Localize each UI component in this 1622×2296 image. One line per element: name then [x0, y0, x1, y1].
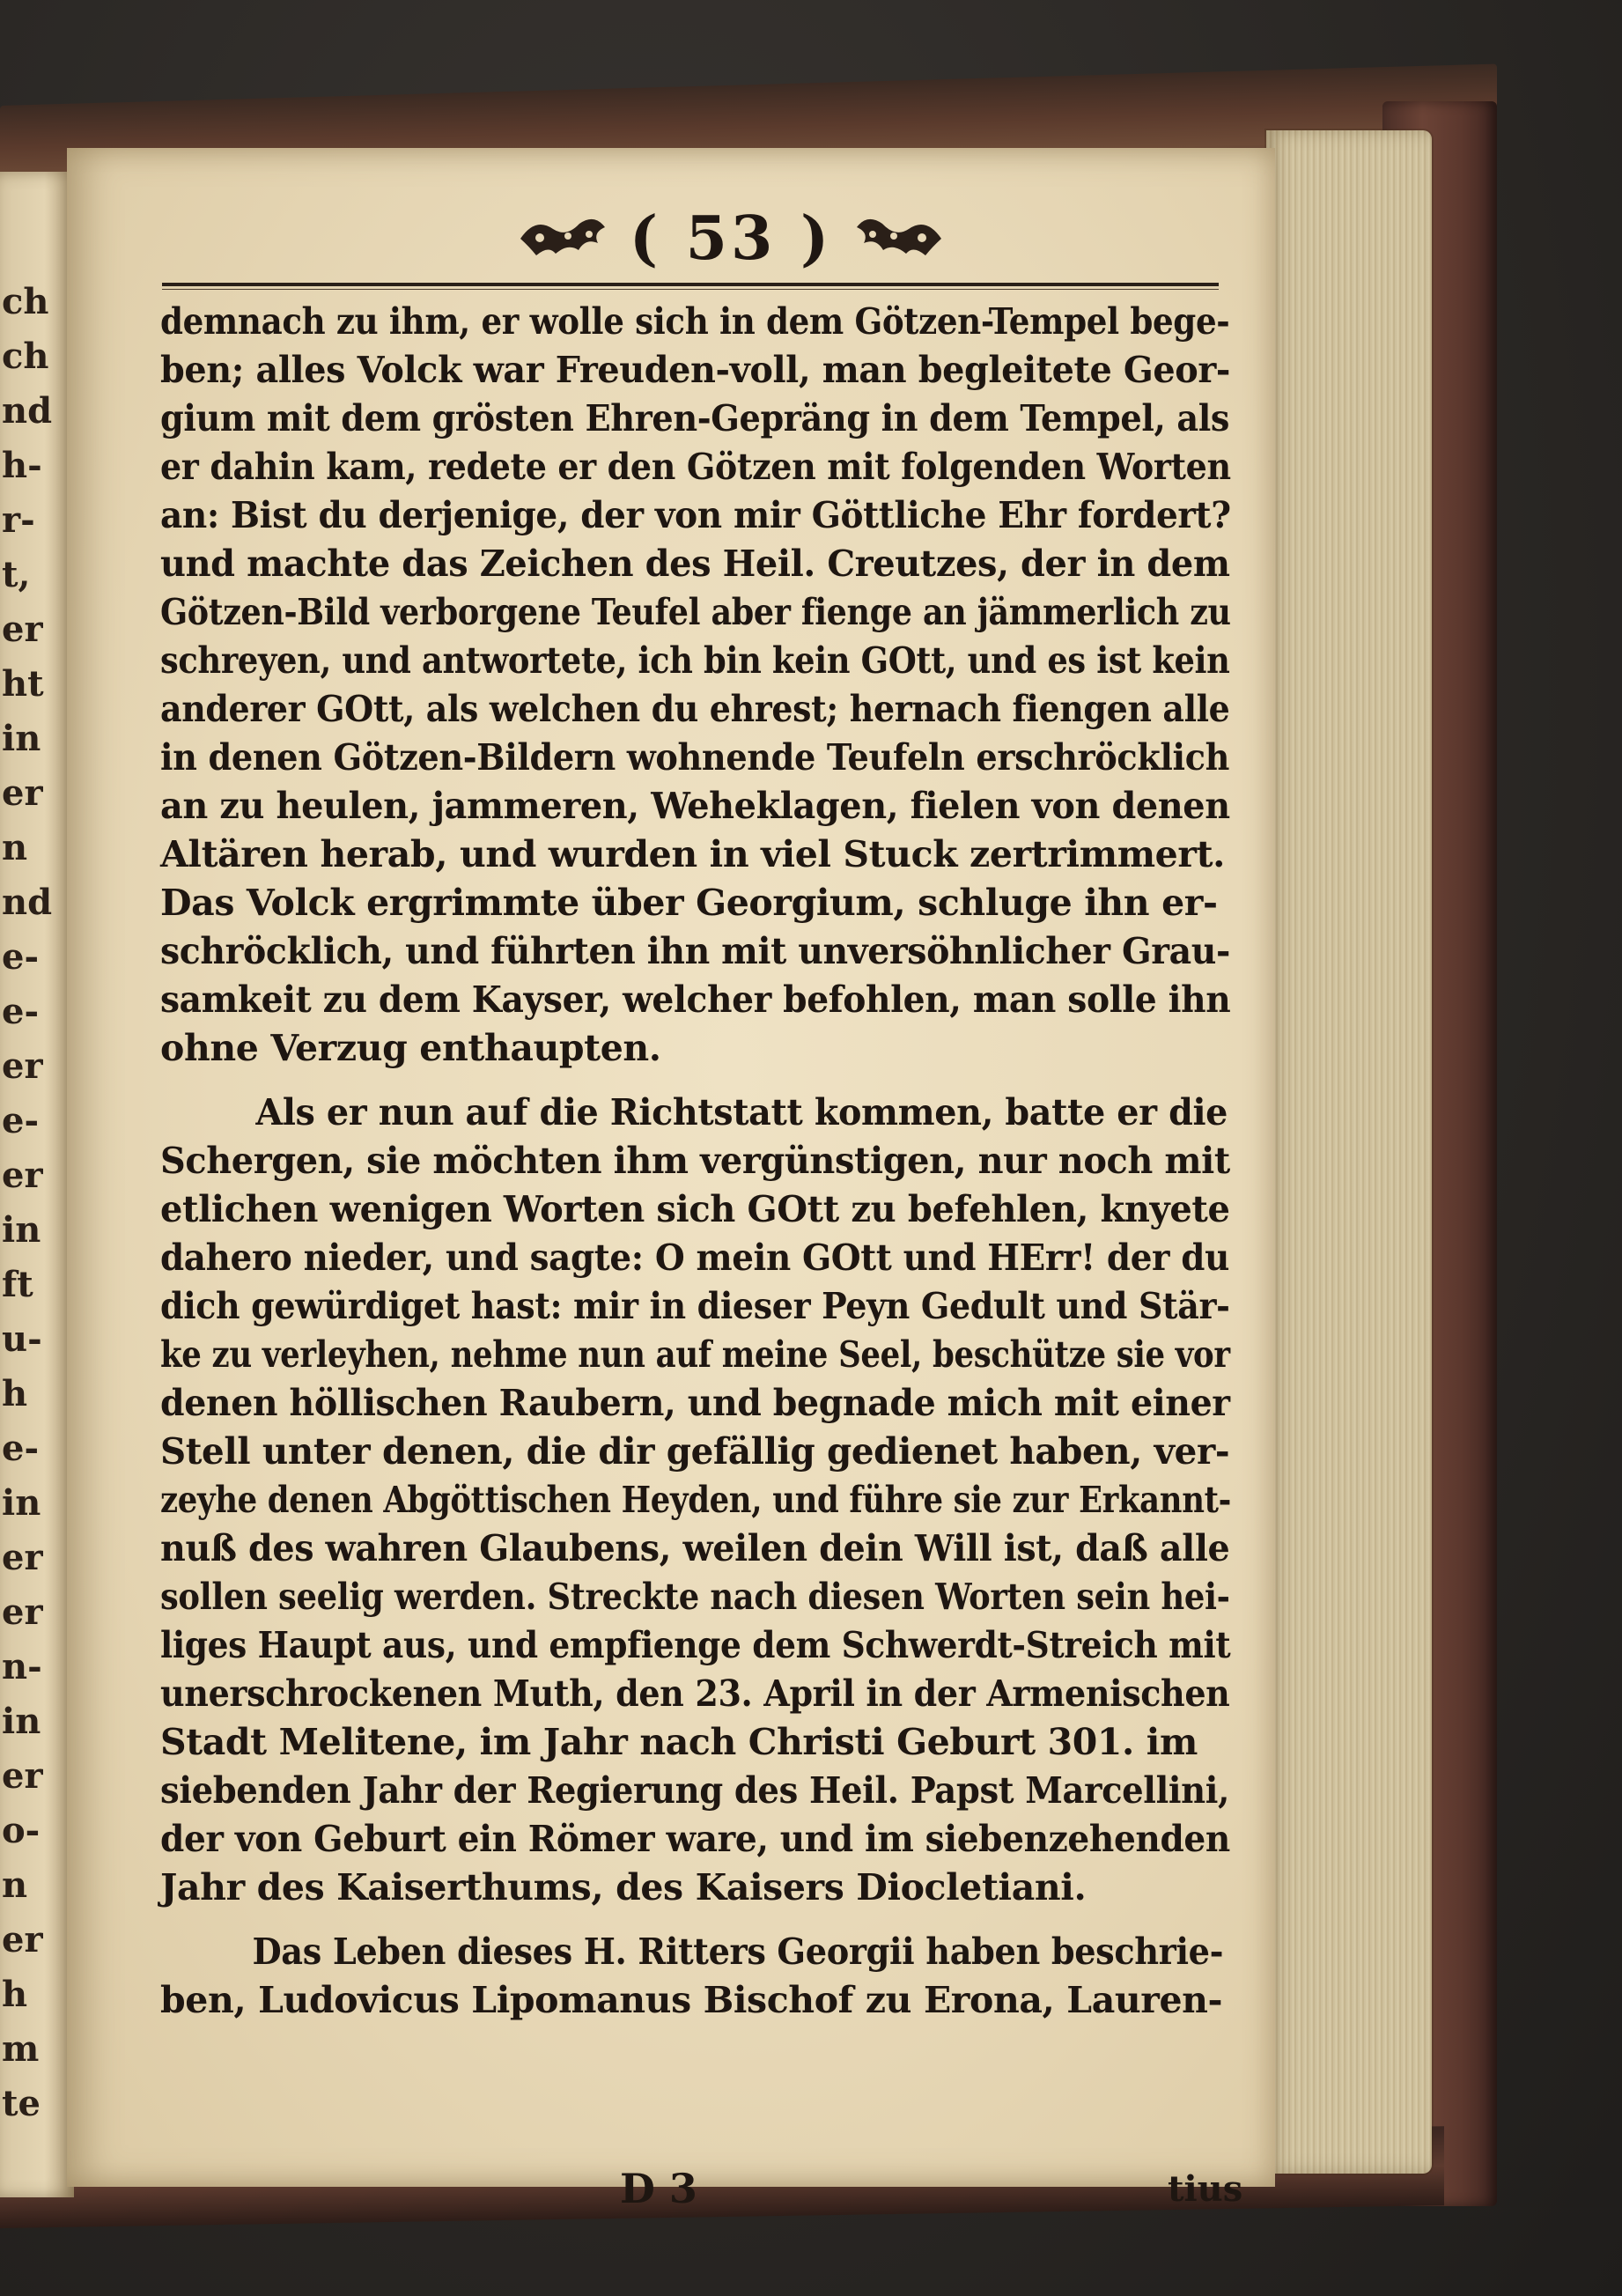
- text-line: sollen seelig werden. Streckte nach diesen Worten sein hei-: [160, 1576, 1230, 1618]
- text-line: zeyhe denen Abgöttischen Heyden, und führe sie zur Erkannt-: [160, 1479, 1231, 1521]
- text-line: Das Volck ergrimmte über Georgium, schluge ihn er-: [160, 882, 1218, 924]
- signature-mark: D 3: [620, 2165, 697, 2212]
- text-line: und machte das Zeichen des Heil. Creutzes, der in dem: [160, 543, 1230, 585]
- left-page-fragment: er: [2, 609, 43, 650]
- left-page-fragment: er: [2, 1591, 43, 1633]
- text-line: Götzen-Bild verborgene Teufel aber fienge an jämmerlich zu: [160, 591, 1231, 633]
- text-line: demnach zu ihm, er wolle sich in dem Götzen-Tempel bege-: [160, 300, 1230, 343]
- text-line: unerschrockenen Muth, den 23. April in der Armenischen: [160, 1672, 1230, 1715]
- left-page-fragment: er: [2, 1919, 43, 1960]
- text-line: siebenden Jahr der Regierung des Heil. Papst Marcellini,: [160, 1769, 1230, 1812]
- text-line: Jahr des Kaiserthums, des Kaisers Diocletiani.: [160, 1866, 1087, 1908]
- text-line: anderer GOtt, als welchen du ehrest; hernach fiengen alle: [160, 688, 1230, 730]
- left-page-fragment: nd: [2, 390, 53, 432]
- text-line: Schergen, sie möchten ihm vergünstigen, nur noch mit: [160, 1140, 1230, 1182]
- text-line: ohne Verzug enthaupten.: [160, 1027, 661, 1069]
- header-rule: [162, 283, 1219, 286]
- text-line: liges Haupt aus, und empfienge dem Schwerdt-Streich mit: [160, 1624, 1231, 1666]
- left-page-fragment: ft: [2, 1264, 33, 1305]
- left-page-fragment: in: [2, 1482, 41, 1524]
- left-page-fragment: e-: [2, 936, 40, 978]
- left-page-fragment: ch: [2, 281, 49, 322]
- text-line: in denen Götzen-Bildern wohnende Teufeln erschröcklich: [160, 736, 1230, 779]
- text-line: Das Leben dieses H. Ritters Georgii haben beschrie-: [252, 1931, 1224, 1973]
- text-line: samkeit zu dem Kayser, welcher befohlen, man solle ihn: [160, 978, 1231, 1021]
- left-page-fragment: u-: [2, 1318, 42, 1360]
- left-page-fragment: in: [2, 718, 41, 759]
- left-page-fragment: h: [2, 1373, 28, 1414]
- left-page-fragment: ht: [2, 663, 44, 705]
- text-line: denen höllischen Raubern, und begnade mich mit einer: [160, 1382, 1230, 1424]
- text-line: nuß des wahren Glaubens, weilen dein Will ist, daß alle: [160, 1527, 1230, 1569]
- left-page-fragment: e-: [2, 1428, 40, 1469]
- page-fore-edge: [1266, 130, 1432, 2174]
- left-page-fragment: er: [2, 1045, 43, 1087]
- text-line: Stadt Melitene, im Jahr nach Christi Geburt 301. im: [160, 1721, 1198, 1763]
- text-line: der von Geburt ein Römer ware, und im siebenzehenden: [160, 1818, 1230, 1860]
- paragraph-gap: [160, 1073, 1230, 1089]
- text-line: an: Bist du derjenige, der von mir Göttliche Ehr fordert?: [160, 494, 1231, 536]
- left-page-fragment: e-: [2, 1100, 40, 1141]
- left-page-fragment: er: [2, 1755, 43, 1797]
- catchword: tius: [1168, 2168, 1243, 2210]
- left-page-fragment: h: [2, 1974, 28, 2015]
- left-page-fragment: ch: [2, 336, 49, 377]
- text-line: schröcklich, und führten ihn mit unversöhnlicher Grau-: [160, 930, 1230, 972]
- page-footer: [67, 2165, 1275, 2218]
- left-page-fragment: r-: [2, 499, 35, 541]
- text-line: er dahin kam, redete er den Götzen mit folgenden Worten: [160, 446, 1231, 488]
- left-page-fragment: h-: [2, 445, 42, 486]
- text-line: Stell unter denen, die dir gefällig gedienet haben, ver-: [160, 1430, 1230, 1473]
- text-line: Als er nun auf die Richtstatt kommen, batte er die: [255, 1091, 1228, 1133]
- left-page-fragment: o-: [2, 1810, 41, 1851]
- book-page: [67, 148, 1275, 2212]
- page-text: [160, 298, 1230, 2025]
- left-page-fragment: n-: [2, 1646, 42, 1687]
- right-ornament-icon: [852, 211, 948, 266]
- text-line: schreyen, und antwortete, ich bin kein GOtt, und es ist kein: [160, 639, 1230, 682]
- left-page-fragment: t,: [2, 554, 31, 595]
- text-line: ke zu verleyhen, nehme nun auf meine Seel, beschütze sie vor: [160, 1333, 1230, 1376]
- left-page-fragment: n: [2, 1864, 28, 1906]
- left-page-fragment: in: [2, 1701, 41, 1742]
- left-page-fragment: e-: [2, 991, 40, 1032]
- text-line: ben, Ludovicus Lipomanus Bischof zu Erona, Lauren-: [160, 1979, 1223, 2021]
- paragraph-gap: [160, 1912, 1230, 1928]
- page-number: ( 53 ): [629, 203, 833, 274]
- left-page-fragment: m: [2, 2028, 40, 2070]
- left-page-fragment: er: [2, 772, 43, 814]
- text-line: etlichen wenigen Worten sich GOtt zu befehlen, knyete: [160, 1188, 1230, 1230]
- left-page-fragment: er: [2, 1537, 43, 1578]
- left-page-edge: [0, 172, 74, 2197]
- header-rule-thin: [162, 289, 1219, 290]
- text-line: ben; alles Volck war Freuden-voll, man begleitete Geor-: [160, 349, 1231, 391]
- page-header: [467, 199, 995, 278]
- text-line: gium mit dem grösten Ehren-Gepräng in dem Tempel, als: [160, 397, 1230, 439]
- left-page-fragment: te: [2, 2083, 41, 2124]
- left-page-fragment: in: [2, 1209, 41, 1251]
- text-line: Altären herab, und wurden in viel Stuck zertrimmert.: [160, 833, 1225, 875]
- left-page-fragment: n: [2, 827, 28, 868]
- text-line: dich gewürdiget hast: mir in dieser Peyn Gedult und Stär-: [160, 1285, 1230, 1327]
- text-line: dahero nieder, und sagte: O mein GOtt und HErr! der du: [160, 1237, 1229, 1279]
- text-line: an zu heulen, jammeren, Weheklagen, fielen von denen: [160, 785, 1230, 827]
- left-ornament-icon: [513, 211, 610, 266]
- left-page-fragment: nd: [2, 882, 53, 923]
- left-page-fragment: er: [2, 1155, 43, 1196]
